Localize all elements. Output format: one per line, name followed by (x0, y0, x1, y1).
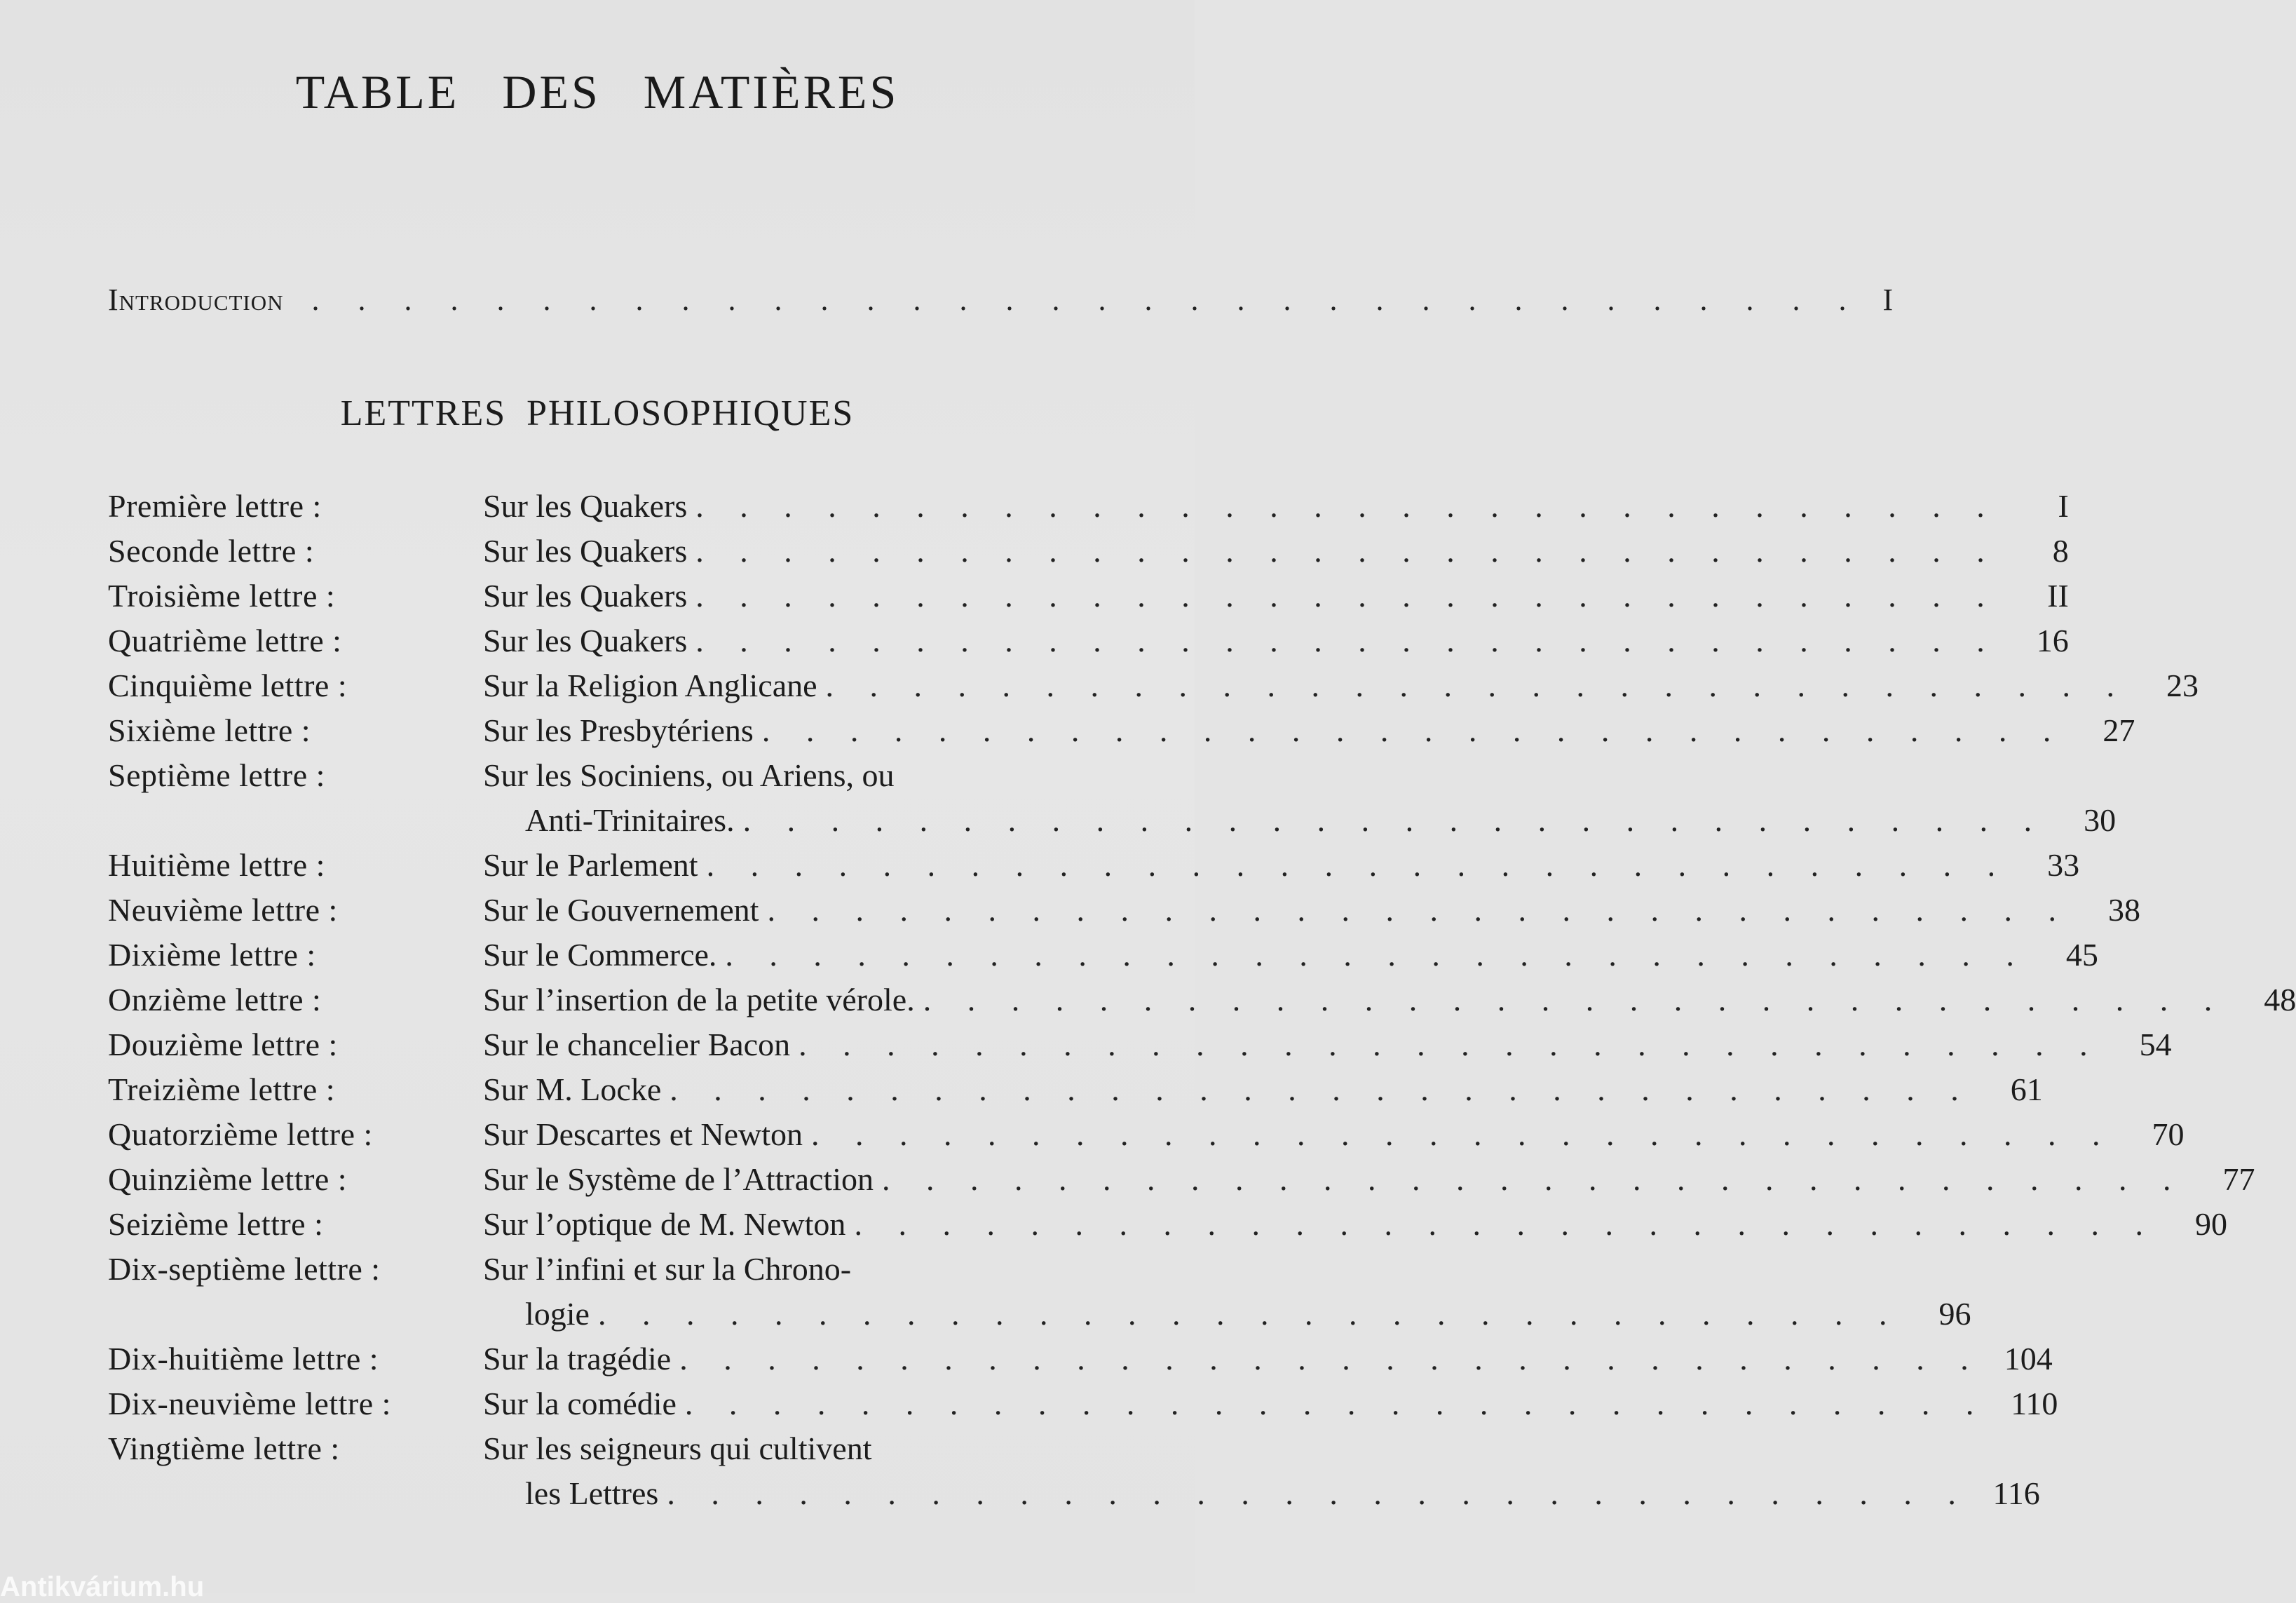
subject-block (483, 1022, 2172, 1067)
letter-label: Dix-neuvième lettre : (108, 1386, 391, 1421)
page-number: I (2058, 488, 2069, 524)
leader-dots: . . . . . . . . . . . . . . . . . . . . . . . . . . . . . . (670, 1071, 1973, 1107)
subject-block (483, 529, 2069, 574)
subject-line (483, 1112, 2185, 1157)
toc-entry (108, 843, 2080, 888)
letter-label: Huitième lettre : (108, 847, 325, 883)
subject-text: Anti-Trinitaires. (525, 802, 735, 838)
letter-label: Sixième lettre : (108, 712, 311, 748)
letter-label: Dix-septième lettre : (108, 1251, 381, 1287)
page-title: TABLE DES MATIÈRES (295, 65, 899, 119)
subject-text: Sur la tragédie (483, 1341, 672, 1377)
subject-line (483, 1067, 2043, 1112)
subject-text: Sur les Quakers (483, 533, 688, 569)
subject-line (483, 753, 2116, 798)
introduction-label: Introduction (108, 283, 284, 317)
subject-block (483, 618, 2069, 663)
subject-line (483, 574, 2069, 618)
leader-dots: . . . . . . . . . . . . . . . . . . . . . . . . . . . . . . . . . . (311, 283, 1862, 317)
toc-entry (108, 1112, 2185, 1157)
letter-label: Neuvième lettre : (108, 892, 338, 928)
letter-label: Quinzième lettre : (108, 1161, 348, 1197)
toc-entry (108, 529, 2069, 574)
subject-block (483, 1247, 1971, 1337)
introduction-entry (108, 282, 1894, 324)
toc-entry (108, 618, 2069, 663)
subject-line (483, 708, 2135, 753)
subject-text: Sur l’infini et sur la Chrono- (483, 1251, 852, 1287)
page-number: 96 (1938, 1296, 1971, 1332)
page-number: 48 (2264, 982, 2296, 1017)
subject-text: les Lettres (525, 1475, 659, 1511)
letter-label: Vingtième lettre : (108, 1430, 340, 1466)
subject-text: Sur la Religion Anglicane (483, 668, 817, 703)
subject-block (483, 1067, 2043, 1112)
leader-dots: . . . . . . . . . . . . . . . . . . . . . . . . . . . . . . (695, 623, 1999, 658)
subject-text: Sur l’insertion de la petite vérole. (483, 982, 915, 1017)
leader-dots: . . . . . . . . . . . . . . . . . . . . . . . . . . . . . . (725, 937, 2028, 973)
subject-text: Sur la comédie (483, 1386, 677, 1421)
leader-dots: . . . . . . . . . . . . . . . . . . . . . . . . . . . . . . (923, 982, 2227, 1017)
page-number: 23 (2166, 668, 2199, 703)
page-number: 16 (2036, 623, 2069, 658)
subject-line (483, 843, 2079, 888)
leader-dots: . . . . . . . . . . . . . . . . . . . . . . . . . . . . . . (742, 802, 2046, 838)
subject-text: Sur les Sociniens, ou Ariens, ou (483, 757, 895, 793)
letter-label: Treizième lettre : (108, 1071, 336, 1107)
subject-text: Sur le Gouvernement (483, 892, 759, 928)
toc-entry (108, 1067, 2043, 1112)
leader-dots: . . . . . . . . . . . . . . . . . . . . . . . . . . . . . . (679, 1341, 1983, 1377)
letter-label: Quatorzième lettre : (108, 1116, 373, 1152)
page-number: 45 (2065, 937, 2098, 973)
subject-text: Sur les Quakers (483, 578, 688, 614)
subject-block (483, 753, 2116, 843)
page-number: 104 (2004, 1341, 2053, 1377)
leader-dots: . . . . . . . . . . . . . . . . . . . . . . . . . . . . . . (767, 892, 2070, 928)
page-number: 110 (2011, 1386, 2058, 1421)
page-number: 77 (2222, 1161, 2255, 1197)
subject-line (483, 1381, 2058, 1426)
toc-entry (108, 574, 2069, 618)
section-title: LETTRES PHILOSOPHIQUES (340, 393, 855, 433)
subject-text: Sur Descartes et Newton (483, 1116, 803, 1152)
toc-entry (108, 978, 2296, 1022)
toc-list (108, 484, 2296, 1516)
subject-line (483, 798, 2116, 843)
subject-block (483, 1202, 2227, 1247)
leader-dots: . . . . . . . . . . . . . . . . . . . . . . . . . . . . . . (684, 1386, 1988, 1421)
page-number: 38 (2107, 892, 2140, 928)
toc-entry (108, 1157, 2255, 1202)
leader-dots: . . . . . . . . . . . . . . . . . . . . . . . . . . . . . . (854, 1206, 2157, 1242)
subject-line (483, 1202, 2227, 1247)
subject-line (483, 1022, 2172, 1067)
subject-block (483, 1426, 2040, 1516)
toc-entry (108, 888, 2140, 933)
subject-line (483, 1471, 2040, 1516)
letter-label: Dix-huitième lettre : (108, 1341, 379, 1377)
toc-entry (108, 1381, 2058, 1426)
subject-line (483, 1157, 2255, 1202)
subject-text: Sur les seigneurs qui cultivent (483, 1430, 872, 1466)
subject-block (483, 708, 2135, 753)
subject-block (483, 1381, 2058, 1426)
subject-line (483, 663, 2199, 708)
subject-block (483, 1337, 2053, 1381)
leader-dots: . . . . . . . . . . . . . . . . . . . . . . . . . . . . . . (597, 1296, 1901, 1332)
leader-dots: . . . . . . . . . . . . . . . . . . . . . . . . . . . . . . (695, 533, 1999, 569)
page-number: 8 (2052, 533, 2069, 569)
subject-block (483, 843, 2079, 888)
watermark: Antikvárium.hu (0, 1571, 205, 1602)
leader-dots: . . . . . . . . . . . . . . . . . . . . . . . . . . . . . . (799, 1027, 2102, 1062)
subject-text: Sur le Parlement (483, 847, 698, 883)
letter-label: Seconde lettre : (108, 533, 315, 569)
introduction-page: I (1882, 283, 1894, 317)
page-number: 27 (2103, 712, 2135, 748)
letter-label: Septième lettre : (108, 757, 325, 793)
leader-dots: . . . . . . . . . . . . . . . . . . . . . . . . . . . . . . (695, 488, 1999, 524)
toc-entry (108, 1202, 2227, 1247)
subject-line (483, 484, 2069, 529)
subject-line (483, 1247, 1971, 1292)
leader-dots: . . . . . . . . . . . . . . . . . . . . . . . . . . . . . . (695, 578, 1999, 614)
leader-dots: . . . . . . . . . . . . . . . . . . . . . . . . . . . . . . (811, 1116, 2114, 1152)
toc-entry (108, 708, 2135, 753)
subject-block (483, 978, 2296, 1022)
subject-line (483, 888, 2140, 933)
subject-line (483, 1426, 2040, 1471)
subject-text: Sur les Presbytériens (483, 712, 754, 748)
subject-text: Sur le Système de l’Attraction (483, 1161, 874, 1197)
subject-line (483, 978, 2296, 1022)
letter-label: Onzième lettre : (108, 982, 322, 1017)
page-number: 61 (2010, 1071, 2043, 1107)
leader-dots: . . . . . . . . . . . . . . . . . . . . . . . . . . . . . . (825, 668, 2129, 703)
subject-text: Sur les Quakers (483, 623, 688, 658)
subject-block (483, 1112, 2185, 1157)
leader-dots: . . . . . . . . . . . . . . . . . . . . . . . . . . . . . . (761, 712, 2065, 748)
letter-label: Troisième lettre : (108, 578, 336, 614)
toc-entry (108, 484, 2069, 529)
subject-block (483, 574, 2069, 618)
letter-label: Cinquième lettre : (108, 668, 348, 703)
subject-block (483, 663, 2199, 708)
subject-text: Sur M. Locke (483, 1071, 662, 1107)
page-number: 33 (2047, 847, 2080, 883)
letter-label: Quatrième lettre : (108, 623, 342, 658)
toc-entry (108, 663, 2199, 708)
subject-line (483, 529, 2069, 574)
toc-entry (108, 1022, 2172, 1067)
letter-label: Douzième lettre : (108, 1027, 338, 1062)
leader-dots: . . . . . . . . . . . . . . . . . . . . . . . . . . . . . . (882, 1161, 2185, 1197)
letter-label: Seizième lettre : (108, 1206, 324, 1242)
letter-label: Première lettre : (108, 488, 322, 524)
toc-entry (108, 933, 2098, 978)
leader-dots: . . . . . . . . . . . . . . . . . . . . . . . . . . . . . . (667, 1475, 1970, 1511)
subject-text: Sur le chancelier Bacon (483, 1027, 791, 1062)
toc-entry (108, 1337, 2053, 1381)
toc-entry (108, 1426, 2040, 1516)
page-number: 30 (2084, 802, 2117, 838)
subject-text: logie (525, 1296, 590, 1332)
subject-line (483, 933, 2098, 978)
subject-text: Sur les Quakers (483, 488, 688, 524)
subject-line (483, 618, 2069, 663)
page-number: 54 (2139, 1027, 2172, 1062)
page-number: II (2047, 578, 2069, 614)
subject-line (483, 1292, 1971, 1337)
toc-entry (108, 1247, 1971, 1337)
leader-dots: . . . . . . . . . . . . . . . . . . . . . . . . . . . . . . (706, 847, 2010, 883)
subject-block (483, 484, 2069, 529)
subject-text: Sur le Commerce. (483, 937, 717, 973)
toc-entry (108, 753, 2117, 843)
page-number: 90 (2194, 1206, 2227, 1242)
letter-label: Dixième lettre : (108, 937, 316, 973)
subject-block (483, 888, 2140, 933)
subject-line (483, 1337, 2053, 1381)
subject-block (483, 933, 2098, 978)
subject-block (483, 1157, 2255, 1202)
page-number: 70 (2152, 1116, 2185, 1152)
subject-text: Sur l’optique de M. Newton (483, 1206, 846, 1242)
page-number: 116 (1992, 1475, 2040, 1511)
